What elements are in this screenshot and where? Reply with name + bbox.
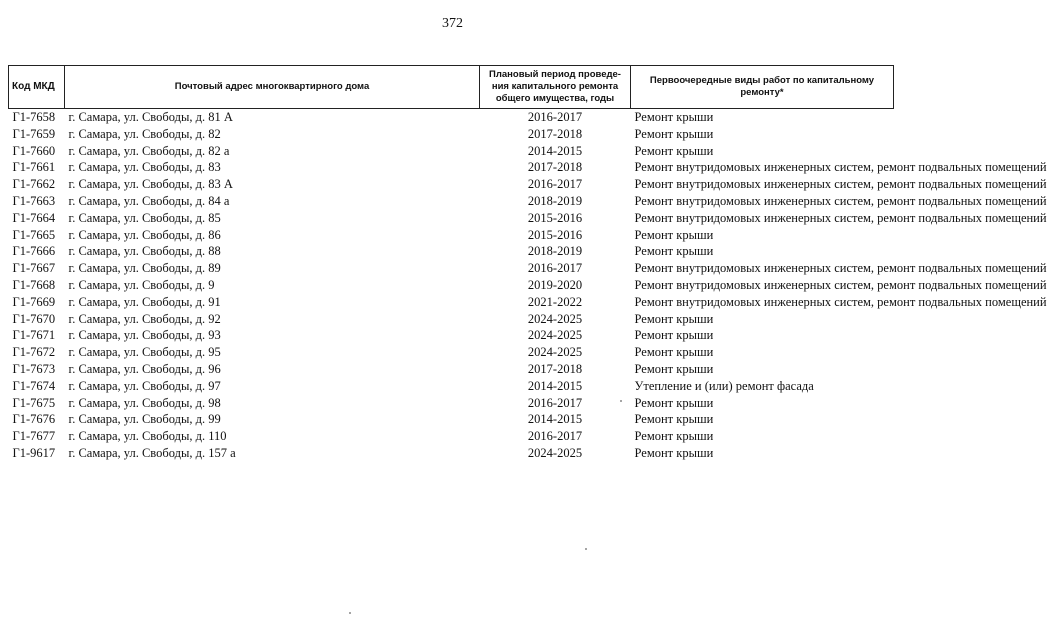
- cell-address: г. Самара, ул. Свободы, д. 9: [68, 277, 215, 292]
- cell-works: Ремонт внутридомовых инженерных систем, ремонт подвальных помещений: [634, 210, 1047, 225]
- cell-works: Ремонт внутридомовых инженерных систем, ремонт подвальных помещений: [634, 277, 1047, 292]
- table-row: [9, 159, 894, 176]
- cell-period: 2016-2017: [527, 429, 583, 444]
- cell-code: Г1-7677: [12, 429, 56, 444]
- table-body: [9, 109, 1047, 462]
- table-row: [9, 243, 894, 260]
- cell-works: Ремонт крыши: [634, 311, 714, 326]
- cell-address: г. Самара, ул. Свободы, д. 81 А: [68, 110, 233, 124]
- cell-code: Г1-7663: [12, 193, 56, 208]
- cell-works: Ремонт крыши: [634, 345, 714, 360]
- table-row: [9, 445, 894, 462]
- cell-code: Г1-7660: [12, 143, 56, 158]
- cell-period: 2016-2017: [527, 177, 583, 192]
- cell-address: г. Самара, ул. Свободы, д. 95: [68, 345, 221, 360]
- table-row: [9, 411, 894, 428]
- repair-schedule-table: [8, 65, 1047, 462]
- cell-works: Ремонт внутридомовых инженерных систем, ремонт подвальных помещений: [634, 177, 1047, 192]
- cell-period: 2014-2015: [527, 378, 583, 393]
- cell-address: г. Самара, ул. Свободы, д. 85: [68, 210, 221, 225]
- table-row: [9, 294, 894, 311]
- table-header: [9, 66, 894, 109]
- cell-address: г. Самара, ул. Свободы, д. 93: [68, 328, 221, 343]
- cell-code: Г1-7664: [12, 210, 56, 225]
- cell-works: Ремонт крыши: [634, 143, 714, 158]
- cell-works: Ремонт внутридомовых инженерных систем, ремонт подвальных помещений: [634, 193, 1047, 208]
- cell-period: 2018-2019: [527, 244, 583, 259]
- cell-address: г. Самара, ул. Свободы, д. 84 а: [68, 193, 230, 208]
- header-address: Почтовый адрес многоквартирного дома: [65, 66, 480, 109]
- header-row: [9, 66, 894, 109]
- cell-period: 2015-2016: [527, 210, 583, 225]
- cell-code: Г1-7661: [12, 160, 56, 175]
- cell-code: Г1-7668: [12, 277, 56, 292]
- table-row: [9, 210, 894, 227]
- cell-works: Ремонт внутридомовых инженерных систем, ремонт подвальных помещений: [634, 261, 1047, 276]
- table-row: [9, 378, 894, 395]
- cell-address: г. Самара, ул. Свободы, д. 82: [68, 126, 221, 141]
- table-row: [9, 327, 894, 344]
- table-row: [9, 395, 894, 412]
- cell-code: Г1-7658: [12, 110, 56, 124]
- cell-address: г. Самара, ул. Свободы, д. 82 а: [68, 143, 230, 158]
- cell-code: Г1-7659: [12, 126, 56, 141]
- cell-address: г. Самара, ул. Свободы, д. 91: [68, 294, 221, 309]
- cell-address: г. Самара, ул. Свободы, д. 92: [68, 311, 221, 326]
- cell-period: 2024-2025: [527, 311, 583, 326]
- cell-code: Г1-7666: [12, 244, 56, 259]
- cell-period: 2015-2016: [527, 227, 583, 242]
- cell-address: г. Самара, ул. Свободы, д. 83 А: [68, 177, 233, 192]
- cell-address: г. Самара, ул. Свободы, д. 97: [68, 378, 221, 393]
- cell-code: Г1-7671: [12, 328, 56, 343]
- cell-code: Г1-7662: [12, 177, 56, 192]
- cell-address: г. Самара, ул. Свободы, д. 96: [68, 361, 221, 376]
- cell-code: Г1-7675: [12, 395, 56, 410]
- header-code: Код МКД: [9, 66, 65, 109]
- cell-period: 2024-2025: [527, 345, 583, 360]
- cell-code: Г1-9617: [12, 445, 56, 460]
- cell-period: 2024-2025: [527, 445, 583, 460]
- table-row: [9, 260, 894, 277]
- table-row: [9, 361, 894, 378]
- header-works: Первоочередные виды работ по капитальному ремонту*: [631, 66, 894, 109]
- cell-code: Г1-7673: [12, 361, 56, 376]
- cell-works: Ремонт крыши: [634, 244, 714, 259]
- cell-code: Г1-7676: [12, 412, 56, 427]
- cell-period: 2024-2025: [527, 328, 583, 343]
- cell-period: 2017-2018: [527, 160, 583, 175]
- table-row: [9, 344, 894, 361]
- page-number: 372: [442, 16, 463, 31]
- cell-address: г. Самара, ул. Свободы, д. 157 а: [68, 445, 236, 460]
- table-row: [9, 277, 894, 294]
- scan-speck: [349, 612, 351, 614]
- cell-code: Г1-7667: [12, 261, 56, 276]
- cell-address: г. Самара, ул. Свободы, д. 99: [68, 412, 221, 427]
- cell-code: Г1-7674: [12, 378, 56, 393]
- cell-code: Г1-7669: [12, 294, 56, 309]
- cell-works: Ремонт крыши: [634, 445, 714, 460]
- cell-period: 2016-2017: [527, 395, 583, 410]
- cell-works: Ремонт крыши: [634, 395, 714, 410]
- cell-works: Ремонт внутридомовых инженерных систем, ремонт подвальных помещений: [634, 160, 1047, 175]
- table-row: [9, 176, 894, 193]
- cell-works: Ремонт крыши: [634, 110, 714, 124]
- table-row: [9, 193, 894, 210]
- cell-works: Ремонт крыши: [634, 328, 714, 343]
- cell-period: 2016-2017: [527, 110, 583, 124]
- cell-period: 2018-2019: [527, 193, 583, 208]
- cell-code: Г1-7665: [12, 227, 56, 242]
- scan-speck: [620, 400, 622, 402]
- cell-address: г. Самара, ул. Свободы, д. 86: [68, 227, 221, 242]
- cell-period: 2017-2018: [527, 126, 583, 141]
- cell-address: г. Самара, ул. Свободы, д. 88: [68, 244, 221, 259]
- cell-works: Ремонт крыши: [634, 227, 714, 242]
- cell-address: г. Самара, ул. Свободы, д. 89: [68, 261, 221, 276]
- cell-period: 2014-2015: [527, 143, 583, 158]
- scan-speck: [585, 548, 587, 550]
- cell-code: Г1-7672: [12, 345, 56, 360]
- cell-period: 2016-2017: [527, 261, 583, 276]
- cell-address: г. Самара, ул. Свободы, д. 98: [68, 395, 221, 410]
- cell-works: Утепление и (или) ремонт фасада: [634, 378, 814, 393]
- cell-period: 2017-2018: [527, 361, 583, 376]
- table-row: [9, 143, 894, 160]
- cell-works: Ремонт крыши: [634, 126, 714, 141]
- table-row: [9, 126, 894, 143]
- cell-works: Ремонт внутридомовых инженерных систем, ремонт подвальных помещений: [634, 294, 1047, 309]
- cell-period: 2021-2022: [527, 294, 583, 309]
- cell-works: Ремонт крыши: [634, 429, 714, 444]
- table-row: [9, 428, 894, 445]
- cell-address: г. Самара, ул. Свободы, д. 83: [68, 160, 221, 175]
- cell-works: Ремонт крыши: [634, 361, 714, 376]
- cell-period: 2019-2020: [527, 277, 583, 292]
- table-row: [9, 311, 894, 328]
- table-row: [9, 109, 894, 126]
- cell-code: Г1-7670: [12, 311, 56, 326]
- cell-period: 2014-2015: [527, 412, 583, 427]
- cell-works: Ремонт крыши: [634, 412, 714, 427]
- cell-address: г. Самара, ул. Свободы, д. 110: [68, 429, 227, 444]
- header-period: Плановый период проведе-ния капитального ремонта общего имущества, годы: [480, 66, 631, 109]
- table-row: [9, 227, 894, 244]
